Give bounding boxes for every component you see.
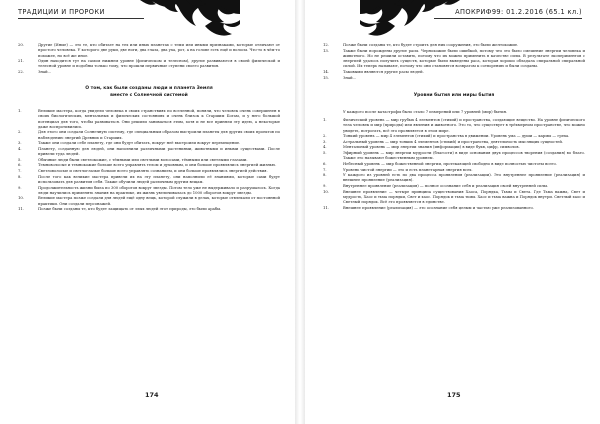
list-item: 2. Тонкий уровень — мир 4 элементов (стихий) и пространства в движении. Уровень ума — души — кармы — греха. xyxy=(323,134,570,139)
list-item: 22. Знай... xyxy=(18,70,52,75)
list-item: 9. Внутреннее проявление (реализация) — полное осознание себя и реализация своей внутренней силы. xyxy=(323,184,549,188)
list-item: 5. Эфирный уровень — мир энергии мудрости (благости) в виде основания двух процессов творения (создания) во благо. Также это называют божественным уровнем. xyxy=(323,151,585,161)
list-item: 1. Физический уровень — мир грубых 4 элементов (стихий) и пространства, создающие вещество. На уровне физического тела человек и мир (природы) или явления и животного. Это то, что существует в трёхмерном пространстве, что можно увидеть, потрогать, всё это проявляется в этом мире. xyxy=(323,118,585,133)
list-item: 11. Внешнее проявление (реализация) — это осознание себя целым и частью уже реализованного. xyxy=(323,205,534,210)
tribal-ornament-right xyxy=(360,0,600,40)
running-header: ТРАДИЦИИ И ПРОРОКИ xyxy=(18,8,105,16)
list-item: 13. Также были порождены другие расы. Чернокожие были ошибкой, потому что это было смешение энергии человека и животного. Но не решили оставить, потому что их можно применить в качестве силы. В результате экспериментов с энергией удалось получить существ, которые были выведены раса, которая хорошо обладала спиральной спиральной силой. Их теперь называют, потому что они становятся возвратом к сотворению и были созданы. xyxy=(323,48,585,69)
page-number: 174 xyxy=(145,391,159,399)
header-rule xyxy=(18,18,144,19)
list-item: 3. Астральный уровень — мир тонких 4 элементов (стихий) и пространства, деятельность мыслящих сущностей. xyxy=(323,139,564,144)
list-item: 5. Обычные люди были светлокожие, с тёмными или светлыми волосами, тёмными или светлыми глазами. xyxy=(18,157,248,162)
header-rule xyxy=(434,18,582,19)
intro-paragraph: У каждого после катастрофы было стало 7 измерений или 7 уровней (мир) бытия. xyxy=(343,109,508,114)
list-item: 21. Один находится тут на самом нижнем уровне (физическом и телесном), другие развиваются в своей физической и телесной уровне и подобны только тому, что прошли первичные ступени своего развития. xyxy=(18,59,280,69)
list-item: 7. Уровень чистой энергии — это и есть планетарная энергия всех. xyxy=(323,167,473,172)
book-gutter xyxy=(295,0,305,424)
list-item: 11. Позже были созданы те, кто будет защищать от злых людей этот природы, это были арабы. xyxy=(18,207,222,212)
section-heading: О том, как были созданы люди и планета Земля вместе с Солнечной системой xyxy=(85,86,213,99)
list-item: 8. После того как великие мастера привели их на эту планету, они наполнили её знаниями, которые сами будут использовать для развития себя. Также обучили людей различным другим вещам. xyxy=(18,174,280,184)
left-page xyxy=(0,0,295,424)
list-item: 4. Ментальный уровень — мир энергии знания (информации) в виде букв, цифр, символов. xyxy=(323,145,520,150)
page-number: 175 xyxy=(447,391,461,399)
list-item: 12. Позже были созданы те, кто будет строить для них сооружения, это были желтокожие. xyxy=(323,43,519,47)
running-header: АПОКРИФ99: 01.2.2016 (65.1 кл.) xyxy=(455,8,582,16)
left-page-body xyxy=(18,43,280,213)
right-page xyxy=(305,0,600,424)
list-item: 10. Внешнее проявление — четыре принципа существования Хаоса, Порядка, Тьмы и Света. Где Тьма важна, Свет и мудрость, Хаос и тьма порядки, Свет и хаос. Порядок и тьма тьмы. Хаос и тьма важна и Порядок внутри. Светлый хаос и Светлый порядок. Всё это проявляется в единстве. xyxy=(323,189,585,205)
list-item: 2. Для этого они создали Солнечную систему, где специальным образом выстроили планеты для других своих проектов по наблюдению энергий Древних и Старших. xyxy=(18,130,280,140)
list-item: 15. Знай... xyxy=(323,75,357,80)
list-item: 1. Великие мастера, когда увидели человека в своих странствиях по вселенной, поняли, что человек очень совершенен в своих биологических, ментальных и физических состояниях и очень близок к Старшим Богам, и у него большой потенциал для того, чтобы развиваться. Они решили заниматься этим, хотя и не все приняли эту идею, а некоторые даже воспротивились. xyxy=(18,108,280,129)
list-item: 10. Великие мастера позже создали для людей ещё одну вещь, которой служили в делах, которые отвлекали от постоянной практики. Они создали персонажей. xyxy=(18,196,280,206)
list-item: 20. Другие (Иные) — это те, кто обитает на тех или иных планетах с теми или иными признаками, которые отличают от простого человека. У которого две руки, две ноги, два глаза, два уха, рот, а на голове есть ещё и волосы. Что-то в чём-то похожее, но всё же иное. xyxy=(18,43,280,58)
list-item: 14. Таковыми являются другие расы людей. xyxy=(323,70,424,75)
list-item: 8. У каждого из уровней есть по два процесса проявления (реализации). Это внутреннее проявление (реализация) и внешнее проявление (реализация). xyxy=(323,173,585,183)
list-item: 7. Светловолосые и светлоглазые больше всего управлять сознанием, и они больше проявлялись энергией действия. xyxy=(18,169,268,174)
section-heading: Уровни бытия или миры бытия xyxy=(413,92,495,98)
right-page-body xyxy=(323,43,585,211)
list-item: 6. Небесный уровень — мир божественной энергии, протекающей свободно в виде полностью чистоты всего. xyxy=(323,161,557,166)
list-item: 4. Планету, созданную для людей, они наполнили различными растениями, животными и иными существами. После привели туда людей. xyxy=(18,146,280,157)
list-item: 6. Темноволосые и темнокожие больше всего управлять телом и духовным, и они больше проявлялись энергией жизнью. xyxy=(18,163,277,168)
tribal-ornament-left xyxy=(0,0,240,40)
list-item: 3. Также они создали себе планету, где они будут обитать, вокруг неё выстроили вокруг перемещение. xyxy=(18,141,241,146)
list-item: 9. Продолжительность жизни была по 300 оборотов вокруг звезды. Потом тело уже не выдерживало и разрушалось. Когда люди научились применять знания на практике, их жизнь увеличивалась до 1000 оборотов вокруг звезды. xyxy=(18,185,280,195)
